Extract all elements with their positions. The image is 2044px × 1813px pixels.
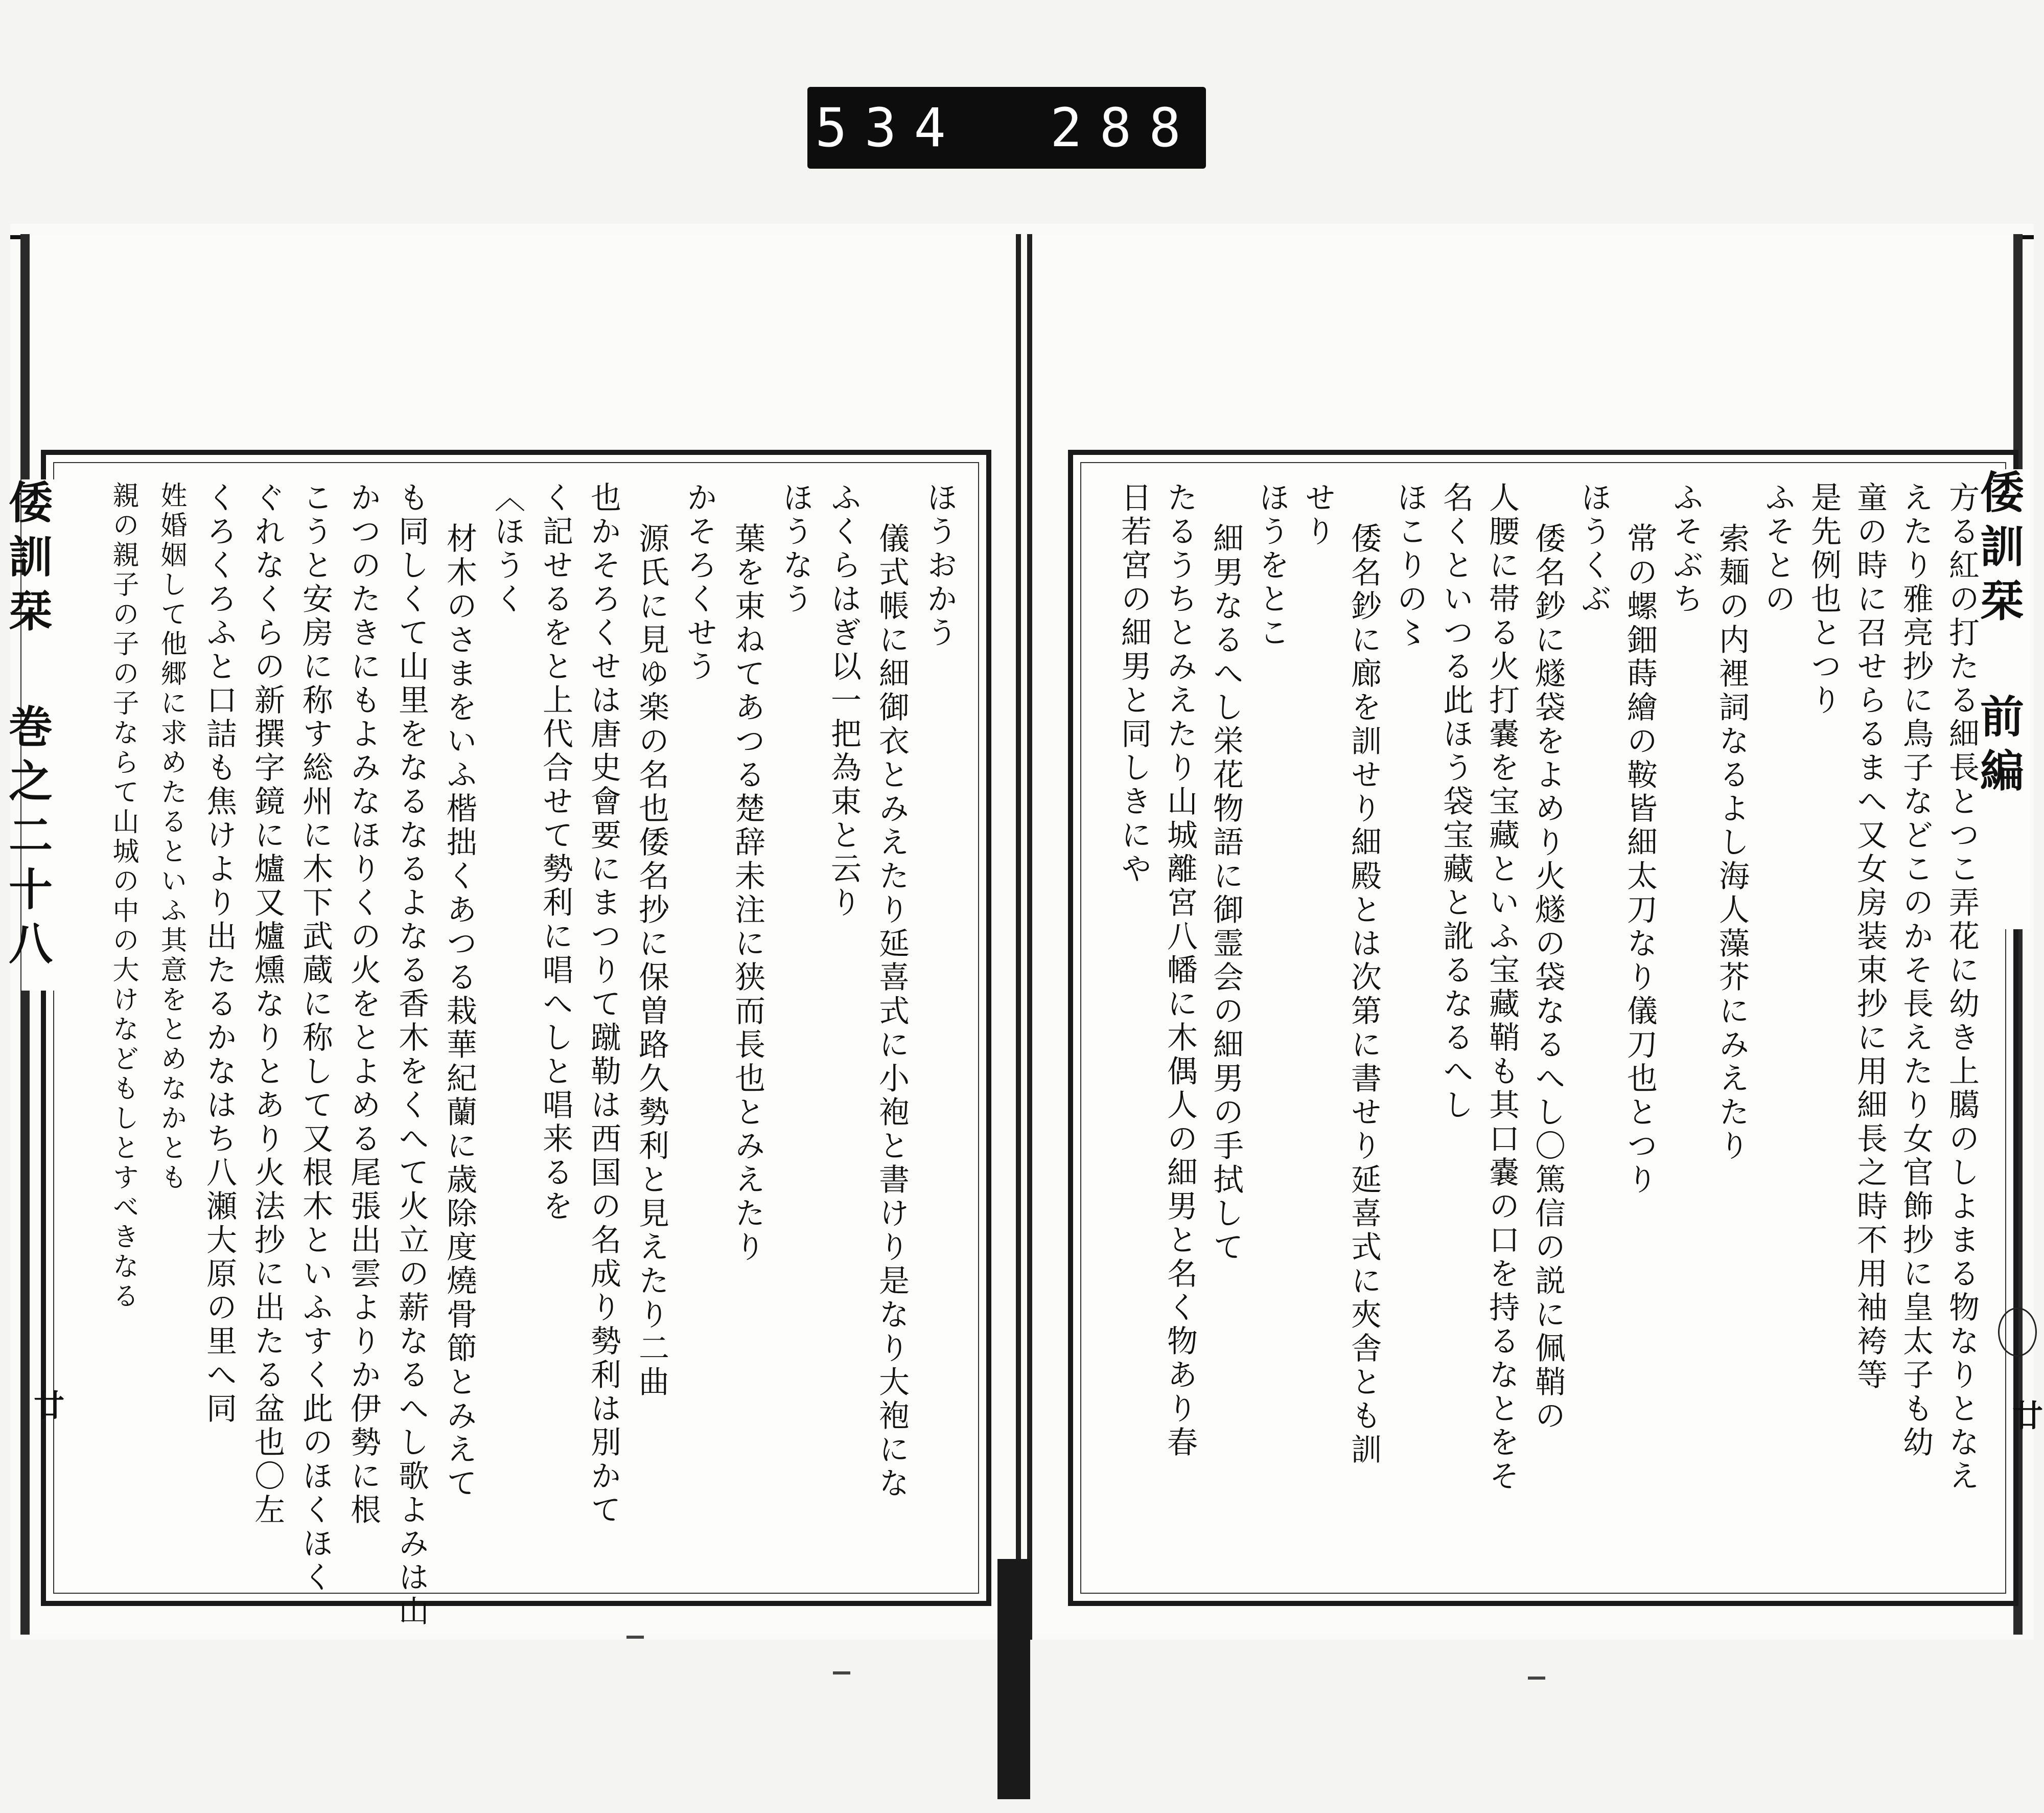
left-text-column: 葉を束ねてあつる楚辞未注に狭而長也とみえたり: [730, 522, 765, 1265]
right-text-column: 倭名鈔に廊を訓せり細殿とは次第に書せり延喜式に夾舎とも訓: [1346, 522, 1382, 1467]
right-text-column: ふそとの: [1760, 481, 1796, 616]
left-text-column: ぐれなくらの新撰字鏡に爐又爐燻なりとあり火法抄に出たる盆也〇左: [249, 481, 285, 1527]
book-spread: [1, 224, 2043, 1640]
scan-number-left: 534: [815, 97, 963, 159]
left-text-column: 源氏に見ゆ楽の名也倭名抄に保曽路久勢利と見えたり二曲: [634, 522, 669, 1399]
left-text-column: く記せるをと上代合せて勢利に唱へしと唱来るを: [538, 481, 573, 1224]
margin-mark: [833, 1671, 850, 1674]
right-text-column: 倭名鈔に燧袋をよめり火燧の袋なるへし〇篤信の説に佩鞘の: [1530, 522, 1566, 1433]
left-page-title: 倭訓栞 巻之二十八: [21, 479, 58, 991]
book-spine: [1016, 234, 1032, 1640]
right-text-column: 日若宮の細男と同しきにや: [1116, 481, 1152, 886]
margin-mark: [626, 1636, 644, 1639]
right-text-column: えたり雅亮抄に鳥子などこのかそ長えたり女官飾抄に皇太子も幼: [1898, 481, 1934, 1460]
right-text-column: ほこりの〻: [1392, 481, 1428, 650]
left-text-column: くろくろふと口詰も焦けより出たるかなはち八瀬大原の里へ同: [201, 481, 237, 1426]
margin-mark: [1528, 1677, 1545, 1680]
left-text-column: ほうおかう: [922, 481, 958, 650]
right-text-column: たるうちとみえたり山城離宮八幡に木偶人の細男と名く物あり春: [1162, 481, 1198, 1460]
spine-foot-shadow: [997, 1559, 1030, 1799]
right-text-column: ふそぶち: [1668, 481, 1704, 616]
right-text-column: 細男なるへし栄花物語に御霊会の細男の手拭して: [1208, 522, 1244, 1265]
left-text-frame: [41, 450, 991, 1628]
right-page-folio: 廿: [2007, 1399, 2043, 1430]
right-text-column: 是先例也とつり: [1806, 481, 1842, 718]
right-text-column: 名くといつる此ほう袋宝藏と訛るなるへし: [1438, 481, 1474, 1122]
scan-label: [807, 87, 1206, 169]
left-text-column: かつのたきにもよみなほりくの火をとよめる尾張出雲よりか伊勢に根: [345, 481, 381, 1527]
right-text-column: ほうくぶ: [1576, 481, 1612, 616]
right-text-column: 人腰に帯る火打嚢を宝藏といふ宝藏鞘も其口嚢の口を持るなとをそ: [1484, 481, 1520, 1494]
right-text-column: ほうをとこ: [1254, 481, 1290, 650]
left-text-column: 儀式帳に細御衣とみえたり延喜式に小袍と書けり是なり大袍にな: [874, 522, 910, 1501]
left-text-column: ほうなう: [778, 481, 814, 616]
right-page-title: 倭訓栞 前編: [1993, 469, 2030, 929]
page-edge-mark: [1998, 1307, 2037, 1357]
left-text-column: かそろくせう: [682, 481, 717, 684]
left-text-column: ふくらはぎ以一把為束と云り: [826, 481, 862, 920]
right-text-column: 索麺の内裡詞なるよし海人藻芥にみえたり: [1714, 522, 1750, 1163]
right-text-column: 童の時に召せらるまへ又女房装束抄に用細長之時不用袖袴等: [1852, 481, 1888, 1392]
left-text-column: 親の親子の子の子ならて山城の中の大けなどもしとすべきなる: [108, 481, 138, 1312]
scan-number-right: 288: [1050, 97, 1198, 159]
left-page-folio: 廿: [29, 1389, 64, 1420]
right-text-column: 常の螺鈿蒔繪の鞍皆細太刀なり儀刀也とつり: [1622, 522, 1658, 1197]
left-text-column: 〈ほうく: [490, 481, 525, 616]
left-text-column: 材木のさまをいふ楷拙くあつる栽華紀蘭に歳除度燒骨節とみえて: [442, 522, 477, 1501]
left-text-column: こうと安房に称す総州に木下武蔵に称して又根木といふすく此のほくほく: [297, 481, 333, 1595]
left-text-column: 姓婚姻して他郷に求めたるといふ其意をとめなかとも: [156, 481, 187, 1193]
left-text-column: も同しくて山里をなるなるよなる香木をくへて火立の薪なるへし歌よみは山: [393, 481, 429, 1628]
left-text-column: 也かそろくせは唐史會要にまつりて蹴勒は西国の名成り勢利は別かて: [586, 481, 621, 1527]
right-text-frame: [1068, 450, 2018, 1606]
right-text-column: せり: [1300, 481, 1336, 549]
right-text-column: 方る紅の打たる細長とつこ弄花に幼き上臈のしよまる物なりとなえ: [1944, 481, 1980, 1494]
